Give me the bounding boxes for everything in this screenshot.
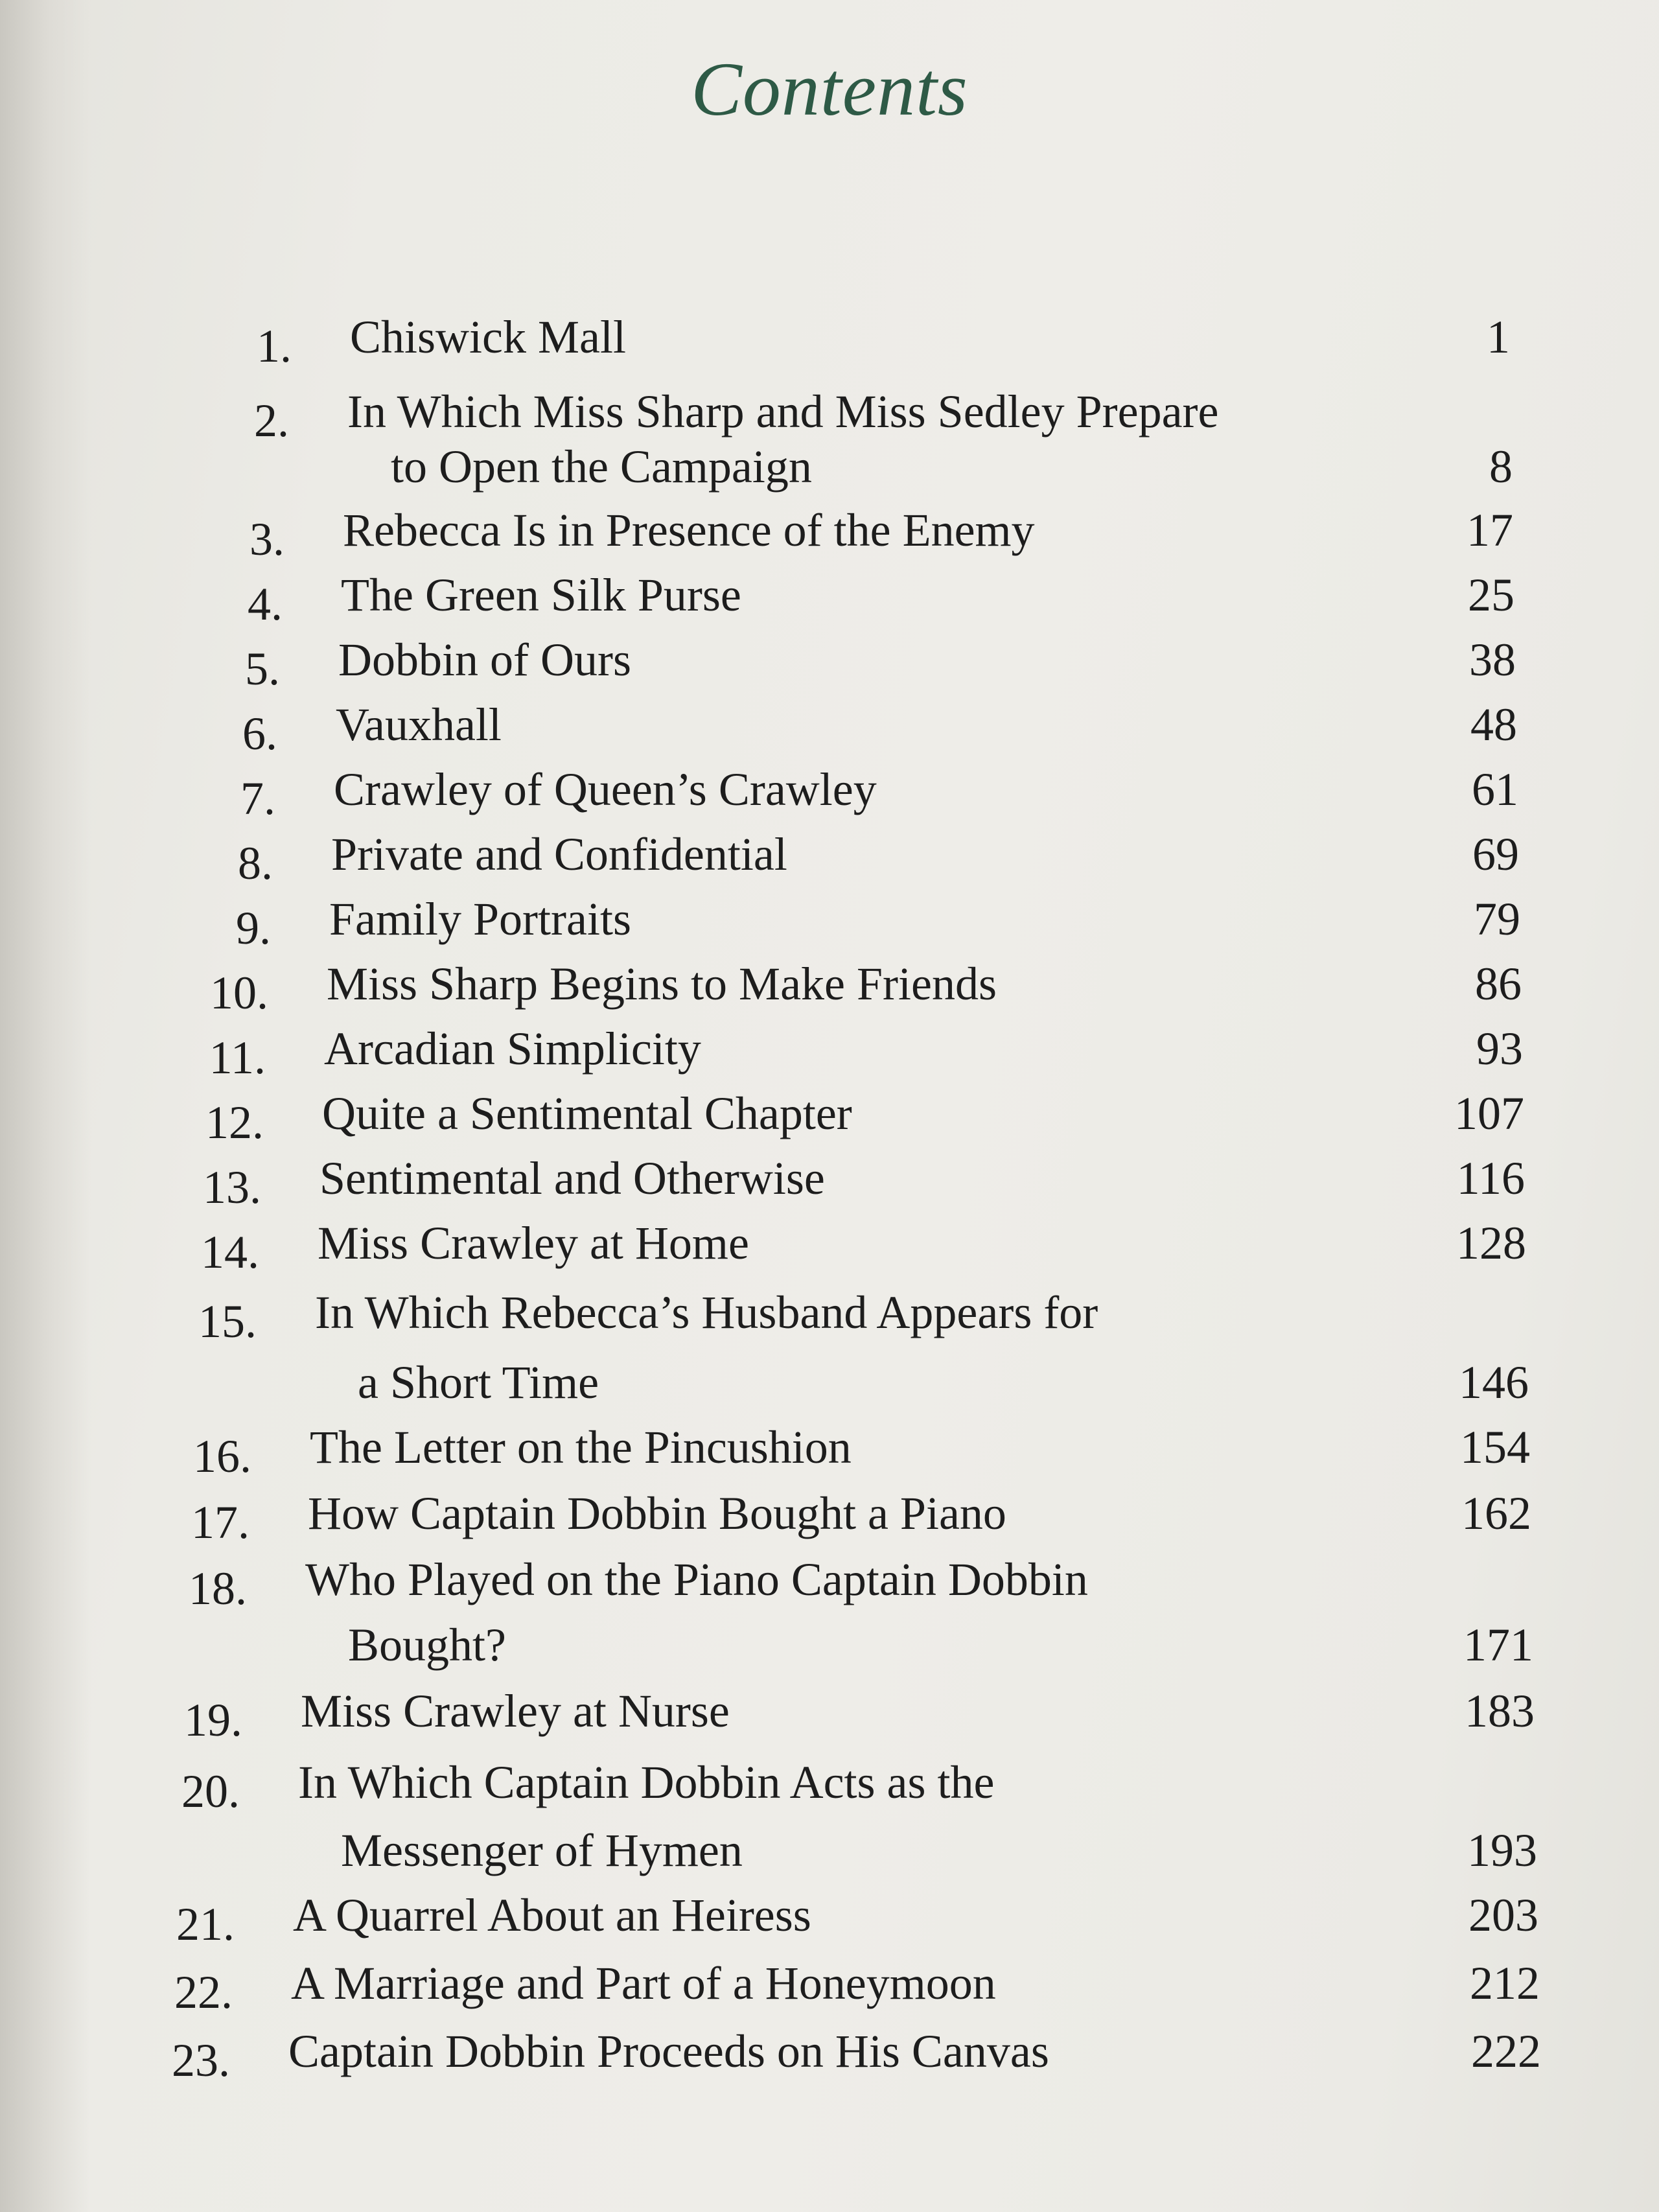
page-number: 116 bbox=[1456, 1152, 1525, 1204]
chapter-number: 22. bbox=[174, 1966, 233, 2018]
toc-line bbox=[0, 1547, 1659, 1612]
chapter-title: In Which Miss Sharp and Miss Sedley Prepare bbox=[347, 386, 1219, 437]
chapter-number: 15. bbox=[198, 1296, 257, 1347]
toc-line bbox=[0, 1415, 1659, 1480]
toc-line bbox=[0, 1481, 1659, 1546]
page-number: 8 bbox=[1489, 441, 1513, 493]
toc-line bbox=[0, 1679, 1659, 1746]
chapter-title-continued: a Short Time bbox=[358, 1356, 599, 1408]
toc-line bbox=[0, 1818, 1659, 1883]
chapter-number: 5. bbox=[245, 643, 280, 695]
chapter-number: 18. bbox=[189, 1563, 247, 1614]
chapter-number: 2. bbox=[254, 395, 289, 447]
chapter-title: Quite a Sentimental Chapter bbox=[322, 1088, 852, 1139]
toc-line bbox=[0, 1280, 1659, 1345]
chapter-number: 1. bbox=[257, 320, 292, 372]
chapter-title: The Green Silk Purse bbox=[341, 569, 741, 621]
page-number: 38 bbox=[1469, 634, 1516, 686]
chapter-title: Vauxhall bbox=[336, 699, 502, 751]
chapter-title: Miss Crawley at Home bbox=[318, 1217, 749, 1269]
chapter-number: 16. bbox=[193, 1430, 251, 1482]
toc-line bbox=[0, 627, 1659, 695]
chapter-number: 8. bbox=[238, 837, 273, 889]
toc-line bbox=[0, 951, 1659, 1019]
toc-line bbox=[0, 1612, 1659, 1677]
chapter-title: Miss Crawley at Nurse bbox=[301, 1685, 730, 1737]
chapter-number: 10. bbox=[210, 967, 268, 1019]
page-number: 162 bbox=[1461, 1487, 1531, 1539]
page-number: 86 bbox=[1475, 958, 1522, 1010]
toc-line bbox=[0, 434, 1659, 499]
chapter-title: Captain Dobbin Proceeds on His Canvas bbox=[288, 2025, 1049, 2077]
chapter-title: Rebecca Is in Presence of the Enemy bbox=[343, 504, 1035, 556]
toc-line bbox=[0, 1750, 1659, 1815]
chapter-title: Arcadian Simplicity bbox=[324, 1023, 701, 1075]
toc-line bbox=[0, 498, 1659, 563]
chapter-number: 17. bbox=[191, 1496, 249, 1548]
toc-line bbox=[0, 2019, 1659, 2084]
toc-line bbox=[0, 563, 1659, 630]
chapter-number: 14. bbox=[201, 1226, 259, 1278]
chapter-number: 6. bbox=[242, 708, 277, 760]
chapter-title: Who Played on the Piano Captain Dobbin bbox=[305, 1554, 1088, 1605]
chapter-title: Crawley of Queen’s Crawley bbox=[334, 763, 877, 815]
toc-line bbox=[0, 1211, 1659, 1278]
page-title: Contents bbox=[691, 47, 968, 132]
page-number: 183 bbox=[1465, 1685, 1535, 1737]
chapter-number: 19. bbox=[184, 1694, 242, 1746]
toc-line bbox=[0, 692, 1659, 760]
chapter-number: 13. bbox=[203, 1161, 261, 1213]
page-number: 61 bbox=[1472, 763, 1518, 815]
chapter-number: 9. bbox=[236, 902, 271, 954]
page-number: 79 bbox=[1474, 893, 1520, 945]
page-number: 212 bbox=[1470, 1957, 1540, 2009]
chapter-number: 7. bbox=[240, 773, 275, 824]
chapter-number: 11. bbox=[209, 1032, 266, 1084]
chapter-title: A Marriage and Part of a Honeymoon bbox=[291, 1957, 996, 2009]
page-number: 48 bbox=[1470, 699, 1517, 751]
page-number: 93 bbox=[1476, 1023, 1523, 1075]
page-number: 146 bbox=[1459, 1356, 1529, 1408]
chapter-title-continued: Messenger of Hymen bbox=[341, 1824, 743, 1876]
chapter-title-continued: to Open the Campaign bbox=[391, 441, 812, 493]
page-number: 69 bbox=[1472, 828, 1519, 880]
toc-line bbox=[0, 1951, 1659, 2016]
toc-line bbox=[0, 1146, 1659, 1211]
page-number: 107 bbox=[1454, 1088, 1524, 1139]
chapter-number: 4. bbox=[248, 578, 283, 630]
page-number: 17 bbox=[1467, 504, 1513, 556]
chapter-title: Dobbin of Ours bbox=[338, 634, 631, 686]
chapter-title: Miss Sharp Begins to Make Friends bbox=[327, 958, 997, 1010]
toc-line bbox=[0, 305, 1659, 372]
chapter-number: 20. bbox=[181, 1765, 240, 1817]
page-number: 25 bbox=[1468, 569, 1514, 621]
page-number: 154 bbox=[1460, 1421, 1530, 1473]
chapter-title: Family Portraits bbox=[329, 893, 631, 945]
chapter-title: Sentimental and Otherwise bbox=[319, 1152, 825, 1204]
page-number: 128 bbox=[1456, 1217, 1526, 1269]
toc-line bbox=[0, 1350, 1659, 1415]
chapter-title: Private and Confidential bbox=[331, 828, 787, 880]
page-number: 193 bbox=[1467, 1824, 1537, 1876]
chapter-number: 12. bbox=[205, 1097, 264, 1148]
page-number: 1 bbox=[1487, 311, 1510, 363]
chapter-title: In Which Rebecca’s Husband Appears for bbox=[315, 1286, 1098, 1338]
chapter-title: A Quarrel About an Heiress bbox=[293, 1889, 811, 1941]
page-number: 203 bbox=[1468, 1889, 1538, 1941]
chapter-number: 3. bbox=[249, 513, 284, 565]
toc-line bbox=[0, 1016, 1659, 1084]
toc-line bbox=[0, 887, 1659, 954]
toc-line bbox=[0, 1081, 1659, 1146]
chapter-number: 23. bbox=[172, 2034, 230, 2086]
chapter-title: Chiswick Mall bbox=[350, 311, 626, 363]
toc-line bbox=[0, 1883, 1659, 1948]
toc-line bbox=[0, 822, 1659, 887]
page-number: 222 bbox=[1471, 2025, 1541, 2077]
chapter-title: The Letter on the Pincushion bbox=[310, 1421, 852, 1473]
chapter-title: In Which Captain Dobbin Acts as the bbox=[298, 1756, 995, 1808]
chapter-title: How Captain Dobbin Bought a Piano bbox=[308, 1487, 1006, 1539]
toc-line bbox=[0, 757, 1659, 822]
page-number: 171 bbox=[1463, 1619, 1533, 1671]
chapter-title-continued: Bought? bbox=[348, 1619, 506, 1671]
chapter-number: 21. bbox=[176, 1898, 235, 1950]
